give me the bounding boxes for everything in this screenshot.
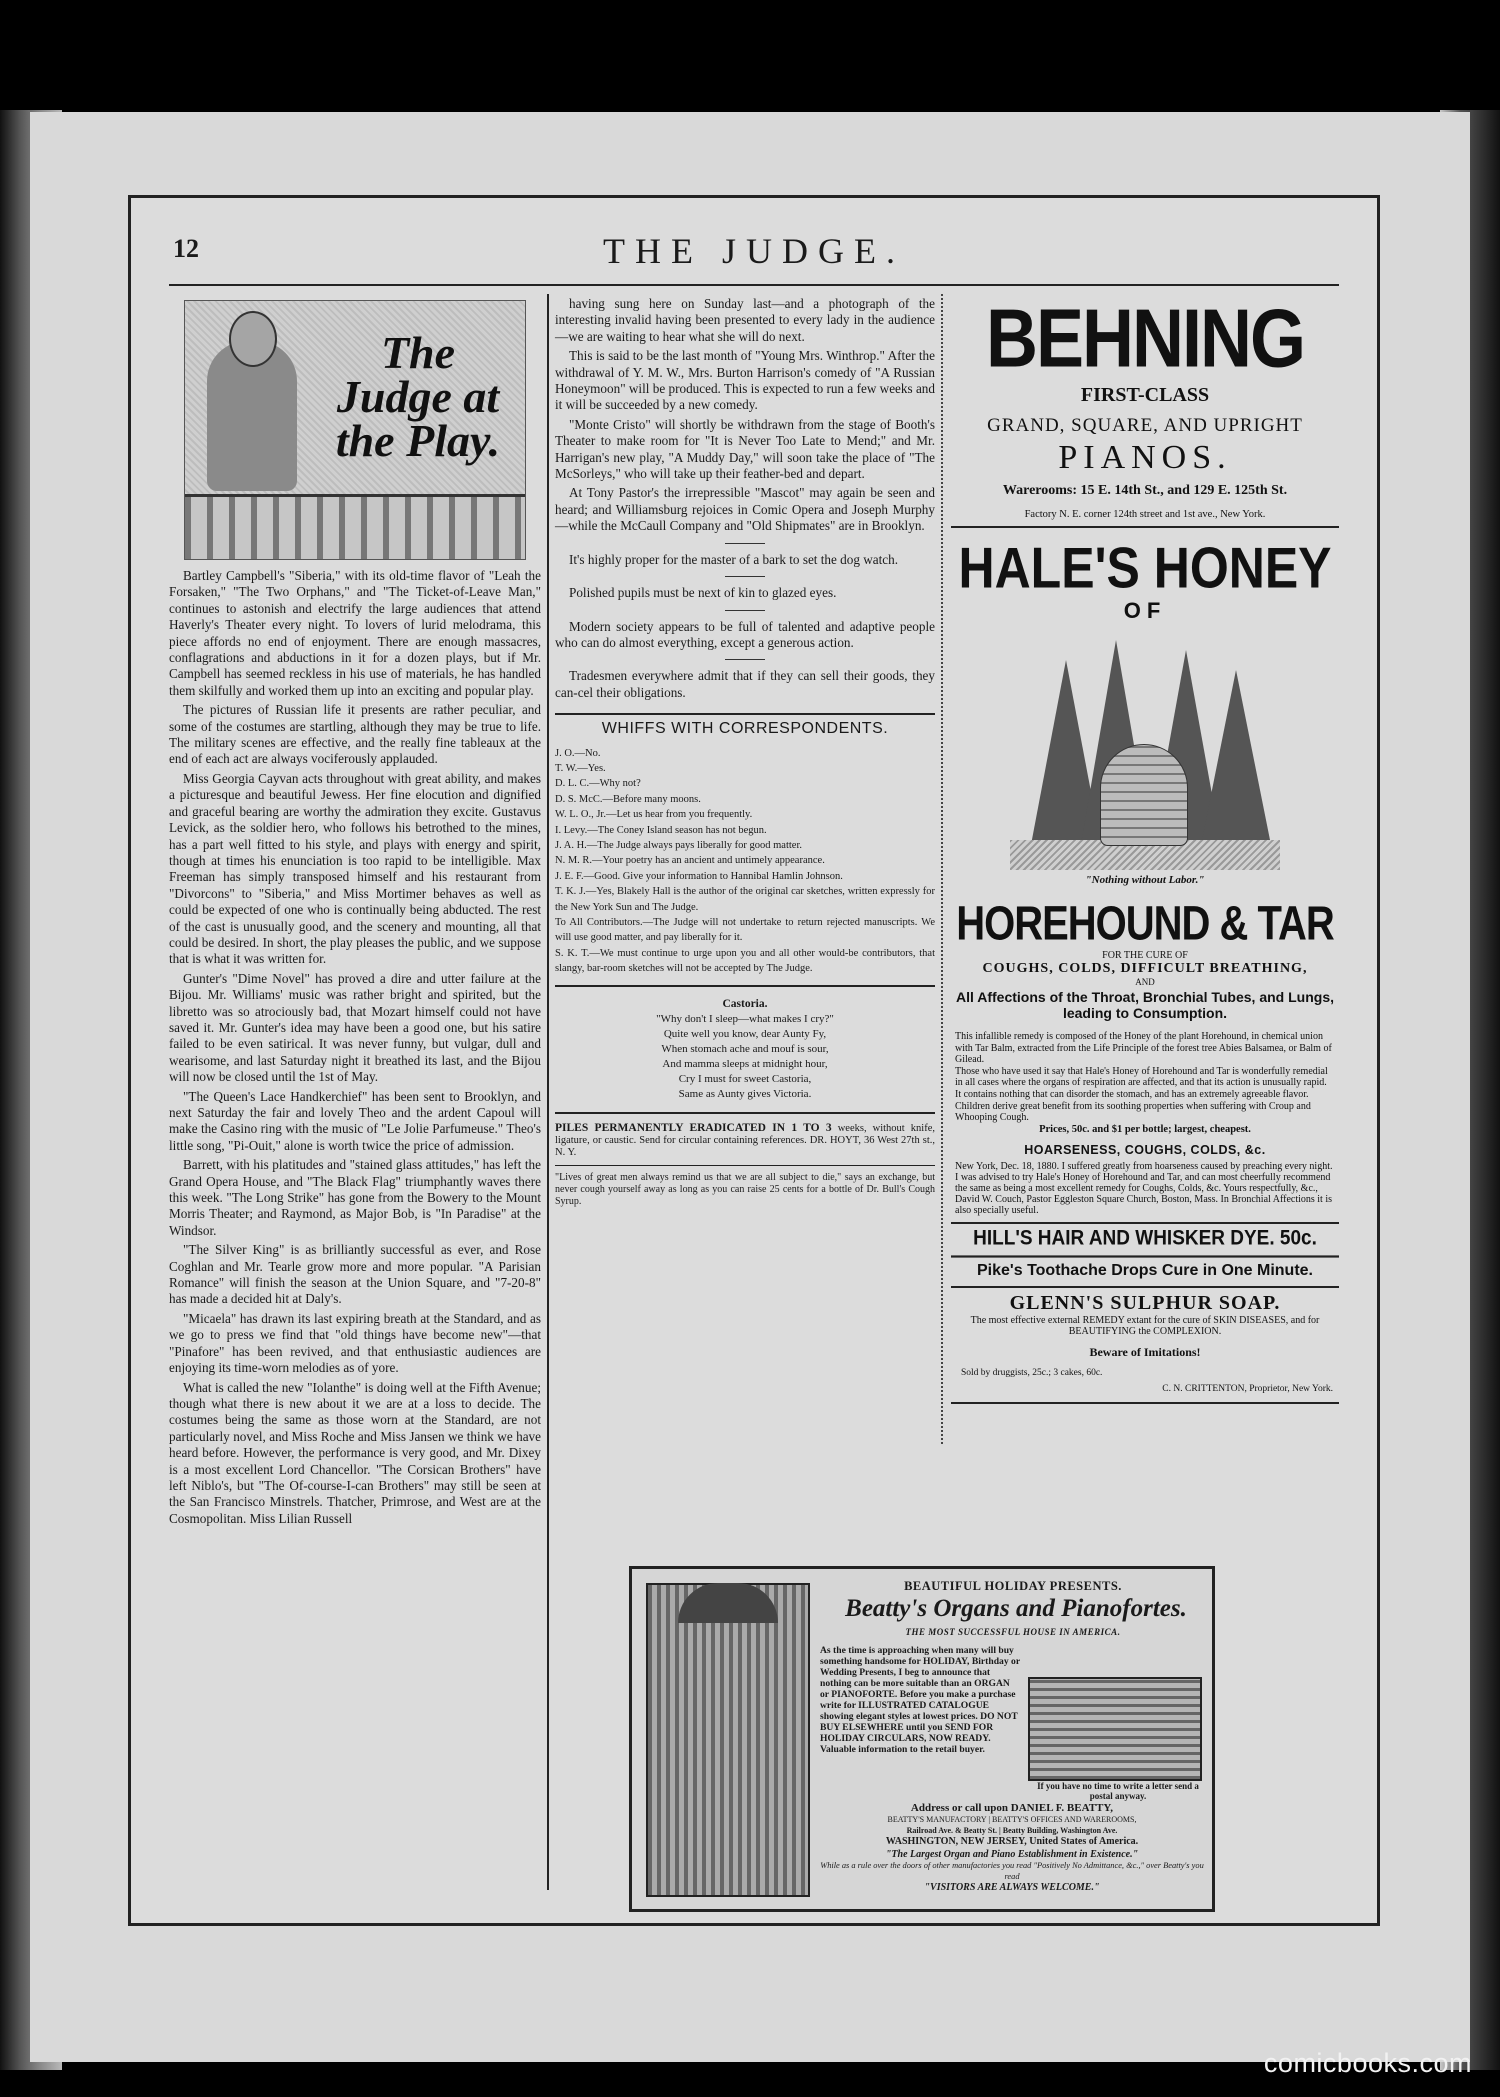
piles-body: weeks, without knife, ligature, or caustic. Send for circular containing references. DR. HOYT, 36 West 27th st., N. Y.: [555, 1122, 935, 1158]
beatty-body: As the time is approaching when many will buy something handsome for HOLIDAY, Birthday or Wedding Presents, I beg to announce that nothing can be more suitable than an ORGAN or PIANOFORTE. Before you make a purchase write for ILLUSTRATED CATALOGUE showing elegant styles at lowest prices. DO NOT BUY ELSEWHERE until you SEND FOR HOLIDAY CIRCULARS, NOW READY. Valuable information to the retail buyer.: [820, 1645, 1020, 1755]
glenn-brand: GLENN'S SULPHUR SOAP.: [1009, 1292, 1281, 1315]
horehound-tar: HOREHOUND & TAR: [956, 897, 1334, 951]
poem-line: Cry I must for sweet Castoria,: [678, 1072, 812, 1085]
piano-illustration: [1028, 1677, 1202, 1781]
castoria-poem: [555, 985, 935, 1102]
beatty-cta: If you have no time to write a letter send a postal anyway.: [1037, 1781, 1199, 1801]
column-1: [169, 294, 541, 1530]
hales-motto: "Nothing without Labor.": [1085, 874, 1205, 886]
behning-factory: Factory N. E. corner 124th street and 1st ave., New York.: [1024, 509, 1266, 520]
illustration-title: The Judge at the Play.: [335, 327, 501, 466]
glenn-beware: Beware of Imitations!: [1089, 1345, 1201, 1360]
article-paragraph: "The Silver King" is as brilliantly successful as ever, and Rose Coghlan and Mr. Tearle grow more and more popular. "A Parisian Romance" will finish the season at the Union Square, and "7-20-8" has made a decided hit at Daly's.: [169, 1242, 541, 1307]
beatty-header: BEAUTIFUL HOLIDAY PRESENTS.: [904, 1579, 1122, 1593]
organ-illustration: [646, 1583, 810, 1897]
whiffs-heading: WHIFFS WITH CORRESPONDENTS.: [555, 713, 935, 737]
article-paragraph: Miss Georgia Cayvan acts throughout with great ability, and makes a picturesque and beautiful Jewess. Her fine elocution and dignified and graceful bearing are worthy the admiration they excite. Gustavus Levick, as the soldier hero, who follows his betrothed to the mines, has a part well fitted to his style, and plays with energy and spirit, though at times his enunciation is too rapid to be intelligible. Max Freeman has simply transposed himself and his restaurant from "Divorcons" to "Siberia," and Miss Mortimer behaves as well as could be expected of one who is continually being abducted. The rest of the cast is unusually good, and the scenery and mounting, all that could be desired. In short, the play pleases the public, and we suppose that is what it was written for.: [169, 770, 541, 967]
article-paragraph: The pictures of Russian life it presents are rather peculiar, and some of the costumes are startling, although they may be true to life. The military scenes are effective, and the really fine tableaux at the end of each act are always vociferously applauded.: [169, 702, 541, 767]
article-paragraph: "Micaela" has drawn its last expiring breath at the Standard, and as we go to press we find that "old things have become new"—that "Pinafore" has been revived, and that enthusiastic audiences are enjoying its time-worn melodies as of yore.: [169, 1310, 541, 1376]
behning-line: GRAND, SQUARE, AND UPRIGHT: [987, 415, 1303, 436]
whiff-item: T. K. J.—Yes, Blakely Hall is the author of the original car sketches, written expressly for the New York Sun and The Judge.: [555, 886, 935, 913]
poem-line: And mamma sleeps at midnight hour,: [662, 1057, 828, 1070]
cough-syrup-notice: "Lives of great men always remind us that we are all subject to die," says an exchange, but never cough yourself away as long as you can raise 25 cents for a bottle of Dr. Bull's Cough Syrup.: [555, 1171, 935, 1207]
separator: [725, 543, 765, 544]
article-paragraph: What is called the new "Iolanthe" is doing well at the Fifth Avenue; though what there is new about it we are at a loss to decide. The costumes being the same as those worn at the Standard, are not particularly novel, and Miss Roche and Miss Jansen we think we have heard before. However, the performance is very good, and Mr. Dixey is a most excellent Lord Chancellor. "The Corsican Brothers" have left Niblo's, but "The Of-course-I-can Brothers" may still be seen at the San Francisco Minstrels. Thatcher, Primrose, and West are at the Cosmopolitan. Miss Lilian Russell: [169, 1379, 541, 1526]
whiff-item: S. K. T.—We must continue to urge upon you and all other would-be contributors, that slangy, bar-room sketches will not be accepted by The Judge.: [555, 947, 935, 975]
poem-line: "Why don't I sleep—what makes I cry?": [656, 1012, 834, 1025]
article-paragraph: At Tony Pastor's the irrepressible "Mascot" may again be seen and heard; and Williamsburg rejoices in Comic Opera and Joseph Murphy—while the McCaull Company and "Old Shipmates" are in Brooklyn.: [555, 485, 935, 534]
article-paragraph: Barrett, with his platitudes and "stained glass attitudes," has left the Grand Opera House, and "The Black Flag" triumphantly waves there this week. "The Long Strike" has gone from the Bowery to the Mount Morris Theater; and Raymond, as Major Bob, is "In Paradise" at the Windsor.: [169, 1157, 541, 1238]
behning-ad: [951, 293, 1339, 528]
article-paragraph: This is said to be the last month of "Young Mrs. Winthrop." After the withdrawal of Y. M. W., Mrs. Burton Harrison's comedy of "A Russian Honeymoon" will be produced. This is expected to run a few weeks and it will be succeeded by a new comedy.: [555, 348, 935, 413]
masthead: THE JUDGE.: [603, 231, 905, 271]
whiffs-list: [555, 746, 935, 977]
behning-warerooms: Warerooms: 15 E. 14th St., and 129 E. 125th St.: [1002, 483, 1288, 498]
beatty-title: Beatty's Organs and Pianofortes.: [845, 1595, 1187, 1622]
beatty-subtitle: THE MOST SUCCESSFUL HOUSE IN AMERICA.: [905, 1627, 1121, 1637]
pine-tree-icon: [1200, 670, 1272, 850]
whiff-item: J. E. F.—Good. Give your information to Hannibal Hamlin Johnson.: [555, 870, 843, 882]
whiff-item: D. S. McC.—Before many moons.: [555, 793, 701, 805]
whiff-item: T. W.—Yes.: [555, 762, 606, 774]
hales-prices: Prices, 50c. and $1 per bottle; largest, cheapest.: [1039, 1123, 1251, 1135]
article-paragraph: "The Queen's Lace Handkerchief" has been sent to Brooklyn, and next Saturday the fair and lovely Theo and the ardent Capoul will make the Casino ring with the music of "Le Jolie Parfumeuse." Theo's little song, "Pi-Ouit," alone is worth twice the price of admission.: [169, 1088, 541, 1153]
whiff-item: J. A. H.—The Judge always pays liberally for good matter.: [555, 839, 802, 851]
whiff-item: To All Contributors.—The Judge will not undertake to return rejected manuscripts. We will use good matter, and pay liberally for it.: [555, 917, 935, 944]
poem-line: Quite well you know, dear Aunty Fy,: [663, 1027, 827, 1040]
whiff-item: I. Levy.—The Coney Island season has not begun.: [555, 824, 767, 836]
advertisements-column: [951, 294, 1339, 1404]
hales-and: AND: [1135, 977, 1155, 987]
hales-hoarseness: HOARSENESS, COUGHS, COLDS, &c.: [1024, 1143, 1266, 1158]
masthead-rule: [169, 284, 1339, 286]
piles-ad: [555, 1112, 935, 1166]
behning-brand: BEHNING: [985, 293, 1304, 385]
beatty-addr-line: "VISITORS ARE ALWAYS WELCOME.": [924, 1882, 1100, 1893]
whiff-item: J. O.—No.: [555, 747, 601, 759]
glenn-sold: Sold by druggists, 25c.; 3 cakes, 60c.: [961, 1368, 1103, 1379]
site-watermark: comicbooks.com: [1263, 2048, 1472, 2078]
column-divider: [941, 294, 943, 1444]
beatty-addr-line: While as a rule over the doors of other manufactories you read "Positively No Admittance, &c.," over Beatty's you read: [820, 1861, 1204, 1881]
glenn-proprietor: C. N. CRITTENTON, Proprietor, New York.: [1162, 1384, 1333, 1395]
whiff-item: D. L. C.—Why not?: [555, 778, 641, 790]
whiff-item: N. M. R.—Your poetry has an ancient and untimely appearance.: [555, 855, 825, 867]
behning-pianos: PIANOS.: [1058, 439, 1232, 476]
behning-first-class: FIRST-CLASS: [1080, 384, 1210, 406]
beehive-trees-illustration: [1010, 630, 1280, 870]
article-paragraph: Gunter's "Dime Novel" has proved a dire and utter failure at the Bijou. Mr. Williams' music was rather bright and spirited, but the libretto was so atrociously bad, that Mozart himself could not have saved it. Mr. Gunter's idea may have been a good one, but his satire failed to be even satirical. It was never funny, but vulgar, dull and wearisome, and last Saturday night it breathed its last, and the Bijou will now be closed until the 1st of May.: [169, 970, 541, 1085]
hales-for-cure: FOR THE CURE OF: [1102, 950, 1188, 961]
newspaper-page: [128, 195, 1380, 1926]
separator: [725, 610, 765, 611]
hales-of: OF: [1123, 598, 1167, 623]
glenns-soap-ad: [951, 1292, 1339, 1404]
squib: Polished pupils must be next of kin to glazed eyes.: [569, 585, 837, 601]
article-paragraph: "Monte Cristo" will shortly be withdrawn from the stage of Booth's Theater to make room for "It is Never Too Late to Mend;" and Mr. Harrigan's new play, "A Muddy Day," will soon take the place of "The McSorleys," who will take up their feather-bed and depart.: [555, 416, 935, 482]
hales-body-text: This infallible remedy is composed of the Honey of the plant Horehound, in chemical union with Tar Balm, extracted from the Life Principle of the forest tree Abies Balsamea, or Balm of Gilead.: [955, 1031, 1332, 1066]
separator: [725, 576, 765, 577]
hales-affections: All Affections of the Throat, Bronchial Tubes, and Lungs, leading to Consumption.: [955, 989, 1334, 1021]
article-paragraph: having sung here on Sunday last—and a photograph of the interesting invalid having been presented to every lady in the audience—we are waiting to hear what she will do next.: [555, 296, 935, 344]
hales-coughs: COUGHS, COLDS, DIFFICULT BREATHING,: [982, 961, 1308, 976]
squib: Tradesmen everywhere admit that if they can sell their goods, they can-cel their obligations.: [555, 668, 935, 700]
beatty-addr-line: WASHINGTON, NEW JERSEY, United States of America.: [885, 1836, 1139, 1847]
pikes-drops-ad: Pike's Toothache Drops Cure in One Minute.: [951, 1256, 1339, 1288]
theater-box-rail: [185, 494, 525, 559]
glenn-sub: The most effective external REMEDY extant for the cure of SKIN DISEASES, and for BEAUTIFYING the COMPLEXION.: [970, 1315, 1320, 1338]
poem-line: Same as Aunty gives Victoria.: [678, 1087, 812, 1100]
poem-title: Castoria.: [722, 997, 768, 1010]
hales-body-text: Those who have used it say that Hale's Honey of Horehound and Tar is wonderfully remedial in all cases where the organs of respiration are affected, and that its action is unusually rapid. It contains nothing that can disorder the stomach, and has an extremely agreeable flavor.: [955, 1065, 1328, 1100]
beatty-addr-line: BEATTY'S MANUFACTORY | BEATTY'S OFFICES AND WAREROOMS,: [887, 1815, 1137, 1824]
hales-body-text: Children derive great benefit from its soothing properties when suffering with Croup and Whooping Cough.: [955, 1100, 1311, 1124]
piles-heading: PILES PERMANENTLY ERADICATED IN 1 TO 3: [555, 1121, 832, 1134]
poem-line: When stomach ache and mouf is sour,: [661, 1042, 829, 1055]
squib: It's highly proper for the master of a bark to set the dog watch.: [569, 551, 899, 567]
beatty-addr-line: Address or call upon DANIEL F. BEATTY,: [910, 1802, 1114, 1814]
separator: [725, 659, 765, 660]
beehive-icon: [1100, 744, 1188, 846]
squib: Modern society appears to be full of talented and adaptive people who can do almost everything, except a generous action.: [555, 618, 935, 650]
hales-testimonial: New York, Dec. 18, 1880. I suffered greatly from hoarseness caused by preaching every night. I was advised to try Hale's Honey of Horehound and Tar, and can most cheerfully recommend the same as being a most excellent remedy for Coughs, Colds, &c. Yours respectfully, &c., David W. Couch, Pastor Eggleston Square Church, Boston, Mass. In Bronchial Affections it is also specially useful.: [955, 1161, 1333, 1217]
beatty-organs-ad: [629, 1566, 1215, 1912]
beatty-addr-line: "The Largest Organ and Piano Establishment in Existence.": [885, 1849, 1139, 1860]
beatty-address: [820, 1803, 1204, 1893]
hales-brand: HALE'S HONEY: [958, 535, 1332, 601]
article-paragraph: Bartley Campbell's "Siberia," with its old-time flavor of "Leah the Forsaken," "The Two Orphans," and "The Ticket-of-Leave Man," continues to astonish and electrify the large audiences that attend Haverly's Theater every night. To lovers of lurid melodrama, this piece affords no end of enjoyment. There are enough massacres, conflagrations and abductions in it for a dozen plays, but if Mr. Campbell has seemed reckless in his use of materials, he has handled them skilfully and worked them up into an exciting and popular play.: [169, 568, 541, 698]
judge-figure-icon: [207, 341, 297, 491]
beatty-addr-line: Railroad Ave. & Beatty St. | Beatty Building, Washington Ave.: [906, 1826, 1118, 1835]
column-divider: [547, 294, 549, 1890]
whiff-item: W. L. O., Jr.—Let us hear from you frequently.: [555, 809, 753, 821]
hales-honey-ad: [951, 535, 1339, 1224]
hills-dye-ad: HILL'S HAIR AND WHISKER DYE. 50c.: [951, 1223, 1339, 1258]
judge-at-play-illustration: [184, 300, 526, 560]
hales-body: [951, 1031, 1339, 1135]
column-2: [555, 296, 935, 1208]
page-number: 12: [173, 234, 199, 263]
